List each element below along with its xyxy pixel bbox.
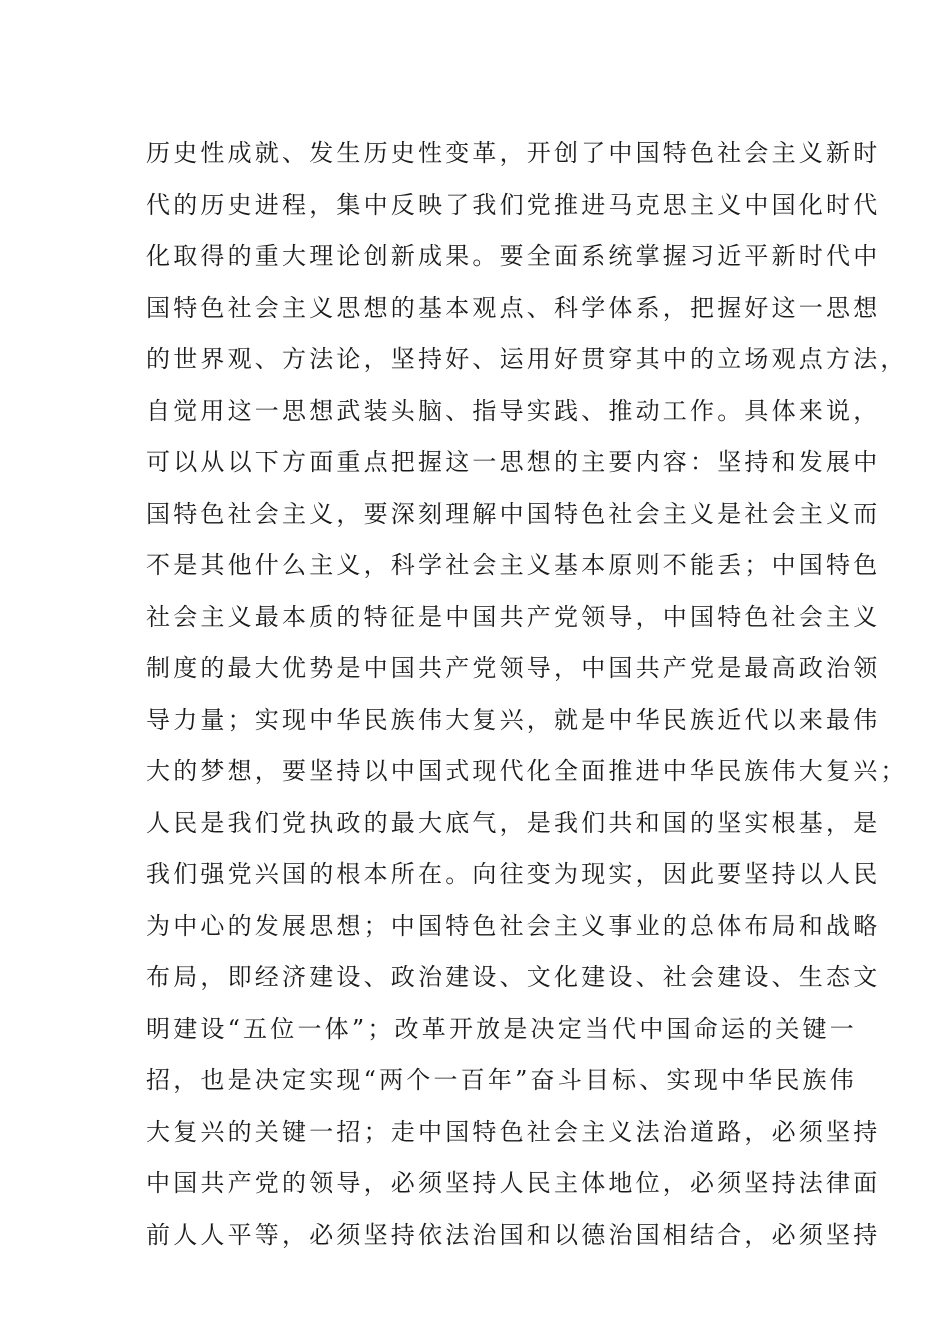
text-line-14: 人民是我们党执政的最大底气，是我们共和国的坚实根基，是 — [146, 808, 881, 837]
text-line-12: 导力量；实现中华民族伟大复兴，就是中华民族近代以来最伟 — [146, 705, 881, 734]
text-line-4: 国特色社会主义思想的基本观点、科学体系，把握好这一思想 — [146, 293, 881, 322]
text-line-7: 可以从以下方面重点把握这一思想的主要内容：坚持和发展中 — [146, 448, 881, 476]
text-line-21: 中国共产党的领导，必须坚持人民主体地位，必须坚持法律面 — [146, 1169, 881, 1197]
text-line-22: 前人人平等，必须坚持依法治国和以德治国相结合，必须坚持 — [146, 1220, 881, 1249]
text-line-1: 历史性成就、发生历史性变革，开创了中国特色社会主义新时 — [146, 139, 881, 167]
text-line-8: 国特色社会主义，要深刻理解中国特色社会主义是社会主义而 — [146, 499, 881, 528]
text-line-10: 社会主义最本质的特征是中国共产党领导，中国特色社会主义 — [146, 602, 881, 631]
text-line-6: 自觉用这一思想武装头脑、指导实践、推动工作。具体来说， — [146, 396, 881, 425]
body-text — [146, 128, 908, 1261]
text-line-5: 的世界观、方法论，坚持好、运用好贯穿其中的立场观点方法， — [146, 345, 908, 373]
text-line-17: 布局，即经济建设、政治建设、文化建设、社会建设、生态文 — [146, 963, 881, 991]
text-line-16: 为中心的发展思想；中国特色社会主义事业的总体布局和战略 — [146, 911, 881, 940]
text-line-13: 大的梦想，要坚持以中国式现代化全面推进中华民族伟大复兴； — [146, 757, 908, 785]
text-line-19: 招，也是决定实现“两个一百年”奋斗目标、实现中华民族伟 — [146, 1066, 857, 1094]
text-line-18: 明建设“五位一体”；改革开放是决定当代中国命运的关键一 — [146, 1014, 857, 1043]
text-line-9: 不是其他什么主义，科学社会主义基本原则不能丢；中国特色 — [146, 551, 881, 579]
text-line-2: 代的历史进程，集中反映了我们党推进马克思主义中国化时代 — [146, 190, 881, 219]
text-line-11: 制度的最大优势是中国共产党领导，中国共产党是最高政治领 — [146, 654, 881, 682]
text-line-20: 大复兴的关键一招；走中国特色社会主义法治道路，必须坚持 — [146, 1117, 881, 1146]
text-line-15: 我们强党兴国的根本所在。向往变为现实，因此要坚持以人民 — [146, 860, 881, 888]
text-line-3: 化取得的重大理论创新成果。要全面系统掌握习近平新时代中 — [146, 242, 881, 270]
